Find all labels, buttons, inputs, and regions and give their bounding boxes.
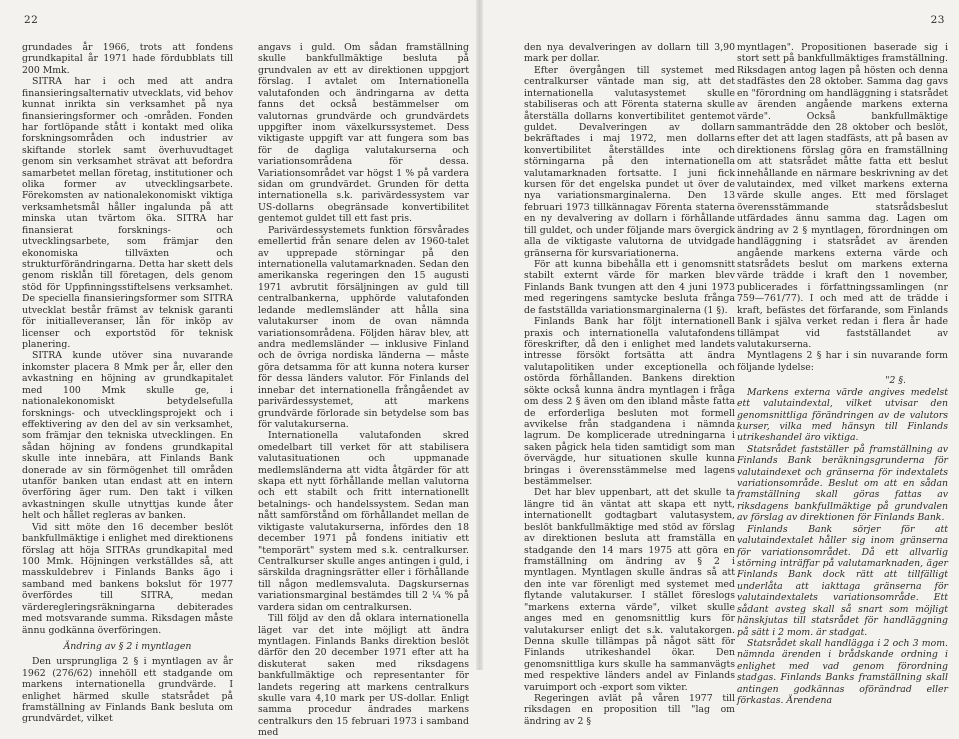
paragraph: den nya devalveringen av dollarn till 3,90 mark per dollar. [524,42,735,65]
paragraph: Finlands Bank har följt internationell praxis och internationella valutafondens föreskrifter, då den i enlighet med landets intresse försökt fortsätta att ändra valutapolitiken under exceptionella och ostörda förhållanden. Bankens direktion sökte också kunna ändra myntlagen i fråga om dess 2 § även om den ibland måste fatta de erforderliga besluten mot formell avvikelse från stadgandena i nämnda lagrum. De komplicerade utredningarna i saken pågick hela tiden samtidigt som man övervägde, hur situationen skulle kunna bringas i överensstämmelse med lagens bestämmelser. [524,316,735,488]
quoted-paragraph: Finlands Bank sörjer för att valutaindextalet håller sig inom gränserna för variationsområdet. Då ett allvarlig störning inträffar på valutamarknaden, äger Finlands Bank dock rätt att tillfälligt underlåta att iakttaga gränserna för valutaindextalets variationsområde. Ett sådant avsteg skall så snart som möjligt hänskjutas till statsrådet för handläggning på sätt i 2 mom. är stadgat. [737,523,948,638]
paragraph: SITRA har i och med att andra finansieringsalternativ utvecklats, vid behov kunnat inrikta sin verksamhet på nya finansieringsformer och -områden. Fonden har fortlöpande stått i kontakt med olika forskningsområden och industrier av skiftande storlek samt överhuvudtaget genom sin verksamhet strävat att befordra samarbetet mellan företag, institutioner och olika former av utvecklingsarbete. Förekomsten av nationalekonomiskt viktiga verksamhetsmål håller ingalunda på att minska utan tvärtom öka. SITRA har finansierat forsknings- och utvecklingsarbete, som främjar den ekonomiska tillväxten och strukturförändringarna. Detta har skett dels genom risklån till företagen, dels genom stöd för Uppfinningsstiftelsens verksamhet. De speciella finansieringsformer som SITRA utvecklat består främst av teknisk garanti för initialleveranser, lån för inköp av licenser och exportstöd för teknisk planering. [22,76,233,350]
text-column-4 [737,42,948,707]
paragraph: myntlagen". Propositionen baserade sig i stort sett på bankfullmäktiges framställning. Riksdagen antog lagen på hösten och denna stadfästes den 28 oktober. Samma dag gavs en "förordning om handläggning i statsrådet av ärenden angående markens externa värde". Också bankfullmäktige sammanträdde den 28 oktober och beslöt, efter det att lagen stadfästs, att på basen av direktionens förslag göra en framställning om att statsrådet måtte fatta ett beslut innehållande en närmare beskrivning av det valutaindex, med vilket markens externa värde skulle anges. Ett med förslaget överensstämmande statsrådsbeslut utfärdades ännu samma dag. Lagen om ändring av 2 § myntlagen, förordningen om handläggning i statsrådet av ärenden angående markens externa värde och statsrådets beslut om markens externa värde trädde i kraft den 1 november, publicerades i författningssamlingen (nr 759—761/77). I och med att de trädde i kraft, befästes det förfarande, som Finlands Bank i själva verket redan i flera år hade tillämpat vid fastställandet av valutakurserna. [737,42,948,350]
text-column-2 [258,42,469,739]
paragraph: Parivärdessystemets funktion försvårades emellertid från senare delen av 1960-talet av upprepade störningar på den internationella valutamarknaden. Sedan den amerikanska regeringen den 15 augusti 1971 avbrutit försäljningen av guld till centralbankerna, upphörde valutafonden ledande medlemsländer att hålla sina valutakurser inom de ovan nämnda variationsområdena. Följden härav blev, att andra medlemsländer — inklusive Finland och de övriga nordiska länderna — måste göra detsamma för att kunna notera kurser för dessa länders valutor. För Finlands del innebar det internationella frångåendet av parivärdessystemet, att markens grundvärde förlorade sin betydelse som bas för valutakurserna. [258,224,469,430]
text-column-1 [22,42,233,725]
text-column-3 [524,42,735,727]
section-heading: Ändring av § 2 i myntlagen [63,640,192,652]
left-page [0,0,479,739]
right-page [480,0,959,727]
paragraph: grundades år 1966, trots att fondens grundkapital år 1971 hade fördubblats till 200 Mmk. [22,42,233,76]
paragraph: Regeringen avlät på våren 1977 till riksdagen en proposition till "lag om ändring av 2 § [524,693,735,727]
paragraph: angavs i guld. Om sådan framställning skulle bankfullmäktige besluta på grundvalen av ett av direktionen uppgjort förslag. I avtalet om Internationella valutafonden och ändringarna av detta fanns det också bestämmelser om valutornas grundvärde och grundvärdets uppgifter inom växelkurssystemet. Dess viktigaste uppgift var att fungera som bas för de dagliga valutakurserna och variationsområdena för dessa. Variationsområdet var högst 1 % på vardera sidan om grundvärdet. Grunden för detta internationella s.k. parivärdessystem var US-dollarns obegränsade konvertibilitet gentemot guldet till ett fast pris. [258,42,469,225]
quoted-paragraph: Statsrådet skall handlägga i 2 och 3 mom. nämnda ärenden i brådskande ordning i enlighet med vad genom förordning stadgas. Finlands Banks framställning skall antingen godkännas oförändrad eller förkastas. Ärendena [737,637,948,707]
quoted-paragraph: Statsrådet fastställer på framställning av Finlands Bank beräkningsgrunderna för valutaindexet och gränserna för indextalets variationsområde. Beslut om att en sådan framställning skall göras fattas av riksdagens bankfullmäktige på grundvalen av förslag av direktionen för Finlands Bank. [737,443,948,524]
paragraph: Vid sitt möte den 16 december beslöt bankfullmäktige i enlighet med direktionens förslag att höja SITRAs grundkapital med 100 Mmk. Höjningen verkställdes så, att masskuldebrev i Finlands Banks ägo i samband med bankens bokslut för 1977 överfördes till SITRA, medan värderegleringsräkningarna debiterades med motsvarande summa. Riksdagen måste ännu godkänna överföringen. [22,521,233,636]
page-number: 22 [24,14,39,26]
paragraph: Myntlagens 2 § har i sin nuvarande form följande lydelse: [737,350,948,373]
paragraph: Efter övergången till systemet med centralkurser väntade man sig, att det internationella valutasystemet skulle stabiliseras och att Förenta staterna skulle återställa dollarns konvertibilitet gentemot guldet. Devalveringen av dollarn bekräftades i maj 1972, men dollarns konvertibilitet återställdes inte och störningarna på den internationella valutamarknaden fortsatte. I juni fick kursen för det engelska pundet ut över de nya variationsmarginalerna. Den 13 februari 1973 tillkännagav Förenta staterna en ny devalvering av dollarn i förhållande till guldet, och under följande mars övergick alla de viktigaste valutorna de utvidgade gränserna för kursvariationerna. [524,64,735,259]
paragraph: Till följd av den då oklara internationella läget var det inte möjligt att ändra myntlagen. Finlands Banks direktion beslöt därför den 20 december 1971 efter att ha diskuterat saken med riksdagens bankfullmäktige och representanter för landets regering att markens centralkurs skulle vara 4,10 mark per US-dollar. Enligt samma procedur ändrades markens centralkurs den 15 februari 1973 i samband med [258,613,469,739]
quoted-section-number: "2 §. [885,375,906,387]
paragraph: Den ursprungliga 2 § i myntlagen av år 1962 (276/62) innehöll ett stadgande om markens internationella grundvärde. I enlighet härmed skulle statsrådet på framställning av Finlands Bank besluta om grundvärdet, vilket [22,656,233,725]
paragraph: För att kunna bibehålla ett i genomsnitt stabilt externt värde för marken blev Finlands Bank tvungen att den 4 juni 1973 med regeringens samtycke besluta frånga de fastställda variationsmarginalerna (1 §). [524,259,735,316]
quoted-paragraph: Markens externa värde angives medelst ett valutaindextal, vilket utvisar den genomsnittliga förändringen av de valutors kurser, vilka med hänsyn till Finlands utrikeshandel äro viktiga. [737,386,948,444]
paragraph: Det har blev uppenbart, att det skulle ta längre tid än väntat att skapa ett nytt, internationellt godtagbart valutasystem, beslöt bankfullmäktige med stöd av förslag av direktionen besluta att framställa en stadgande den 14 mars 1975 att göra en framställning om ändring av § 2 i myntlagen. Myntlagen skulle ändras så att den inte var förenligt med systemet med flytande valutakurser. I stället föreslogs "markens externa värde", vilket skulle anges med en genomsnittlig kurs för valutakurser enligt det s.k. valutakorgen. Denna skulle tillämpas på något sätt för Finlands utrikeshandel ökar. Den genomsnittliga kurs skulle ha sammanvägts med respektive länders andel av Finlands varuimport och -export som vikter. [524,487,735,693]
paragraph: SITRA kunde utöver sina nuvarande inkomster placera 8 Mmk per år, eller den avkastning en höjning av grundkapitalet med 100 Mmk skulle ge, i nationalekonomiskt betydelsefulla forsknings- och utvecklingsprojekt och i effektivering av den del av sin verksamhet, som främjar den tekniska utvecklingen. En sådan höjning av fondens grundkapital skulle inte innebära, att Finlands Bank donerade av sin förmögenhet till områden utanför banken utan endast att en intern överföring äger rum. Den takt i vilken avkastningen skulle utnyttjas kunde åter helt och hållet regleras av banken. [22,350,233,522]
paragraph: Internationella valutafonden skred omedelbart till verket för att stabilisera valutasituationen och uppmanade medlemsländerna att vidta åtgärder för att skapa ett nytt förhållande mellan valutorna och ett stabilt och fritt internationellt betalnings- och handelssystem. Sedan man nått samförstånd om förhållandet mellan de viktigaste valutakurserna, infördes den 18 december 1971 på fondens initiativ ett "temporärt" system med s.k. centralkurser. Centralkurser skulle anges antingen i guld, i särskilda dragningsrätter eller i förhållande till någon medlemsvaluta. Dagskursernas variationsmarginal bestämdes till 2 ¼ % på vardera sidan om centralkursen. [258,430,469,613]
page-number: 23 [930,14,945,26]
